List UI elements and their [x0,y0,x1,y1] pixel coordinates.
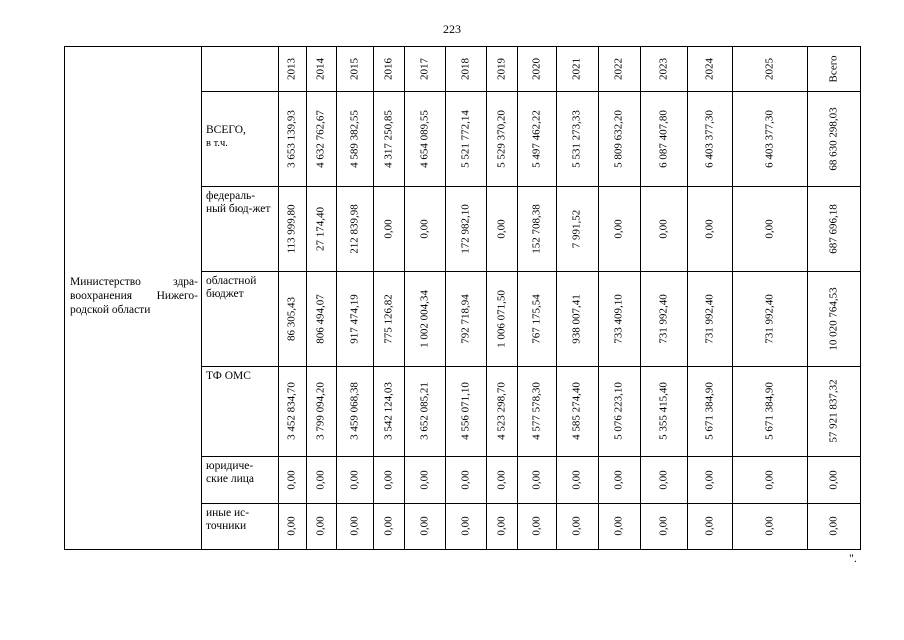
row-label [206,275,274,301]
table-border-left [64,46,65,549]
cell-value: 0,00 [763,516,775,536]
cell-value: 3 452 834,70 [285,382,298,440]
cell-value: 172 982,10 [459,203,471,254]
cell-value: 731 992,40 [657,293,669,344]
row-label-text: иные ис-точники [206,507,250,532]
year-header-2018: 2018 [459,57,471,80]
cell-value: 5 529 370,20 [495,109,507,168]
organization-name: Министерство здра-воохранения Нижего-родской области [70,276,198,316]
cell-value: 0,00 [530,516,542,536]
cell-value: 27 174,40 [314,206,327,251]
year-header-2024: 2024 [703,57,715,80]
year-header-2014: 2014 [314,57,327,80]
year-header-2016: 2016 [382,57,394,80]
year-header-2022: 2022 [612,57,625,80]
cell-value: 0,00 [763,218,775,239]
cell-value: 0,00 [612,218,625,239]
year-header-2023: 2023 [657,57,669,80]
column-divider [517,46,518,549]
cell-value: 0,00 [382,218,394,239]
cell-value: 4 317 250,85 [382,109,394,168]
table-border-top [64,46,860,47]
row-divider [201,186,860,187]
row-divider [201,271,860,272]
cell-value: 0,00 [612,516,625,536]
cell-value: 0,00 [459,516,471,536]
cell-value: 3 459 068,38 [348,382,360,440]
row-label-text: ВСЕГО, [206,124,246,136]
cell-value: 4 523 298,70 [495,382,507,440]
column-divider [598,46,599,549]
cell-value: 4 632 762,67 [314,109,327,168]
cell-value: 0,00 [657,516,669,536]
column-divider [373,46,374,549]
cell-value: 4 556 071,10 [459,382,471,440]
cell-value: 0,00 [314,469,327,490]
cell-value: 3 652 085,21 [418,382,430,440]
column-divider [556,46,557,549]
cell-value: 806 494,07 [314,293,327,344]
cell-value: 0,00 [703,469,715,490]
cell-value: 6 403 377,30 [703,109,715,168]
row-label [206,370,274,383]
row-label-text: ТФ ОМС [206,370,251,382]
cell-value: 731 992,40 [763,293,775,344]
cell-value: 0,00 [382,469,394,490]
cell-value: 0,00 [495,469,507,490]
row-divider [201,456,860,457]
column-divider [640,46,641,549]
cell-value: 731 992,40 [703,293,715,344]
column-divider [306,46,307,549]
cell-value: 0,00 [348,469,360,490]
cell-total: 57 921 837,32 [827,379,839,443]
year-header-2019: 2019 [495,57,507,80]
year-header-2025: 2025 [763,57,775,80]
cell-value: 0,00 [570,516,583,536]
row-label [206,460,274,486]
cell-value: 0,00 [495,516,507,536]
cell-value: 6 403 377,30 [763,109,775,168]
cell-value: 0,00 [382,516,394,536]
row-divider [201,503,860,504]
cell-value: 0,00 [418,469,430,490]
cell-value: 767 175,54 [530,293,542,344]
cell-value: 1 006 071,50 [495,289,507,348]
cell-value: 152 708,38 [530,203,542,254]
row-label [206,190,274,216]
cell-total: 0,00 [827,469,839,490]
year-header-2020: 2020 [530,57,542,80]
cell-value: 4 589 382,55 [348,109,360,168]
cell-value: 3 542 124,03 [382,382,394,440]
table-border-bottom [64,549,861,550]
row-label [206,507,274,533]
cell-value: 5 671 384,90 [763,382,775,440]
cell-value: 1 002 004,34 [418,289,430,348]
row-label [206,124,274,150]
column-divider [445,46,446,549]
cell-value: 6 087 407,80 [657,109,669,168]
cell-value: 0,00 [495,218,507,239]
cell-value: 775 126,82 [382,293,394,344]
cell-value: 7 991,52 [570,209,583,248]
cell-value: 917 474,19 [348,293,360,344]
cell-value: 733 409,10 [612,293,625,344]
row-divider [201,366,860,367]
cell-value: 0,00 [285,516,298,536]
cell-value: 4 577 578,30 [530,382,542,440]
year-header-2015: 2015 [348,57,360,80]
table-border-right [860,46,861,549]
cell-value: 5 076 223,10 [612,382,625,440]
cell-value: 0,00 [348,516,360,536]
cell-value: 0,00 [703,218,715,239]
cell-value: 5 671 384,90 [703,382,715,440]
cell-value: 86 305,43 [285,296,298,341]
cell-value: 0,00 [418,218,430,239]
cell-value: 3 653 139,93 [285,109,298,168]
column-divider [336,46,337,549]
cell-value: 5 521 772,14 [459,109,471,168]
cell-value: 938 007,41 [570,293,583,344]
cell-value: 4 585 274,40 [570,382,583,440]
column-divider [486,46,487,549]
row-divider [201,91,860,92]
year-header-2013: 2013 [285,57,298,80]
column-divider [807,46,808,549]
cell-value: 0,00 [612,469,625,490]
row-label-text: юридиче-ские лица [206,460,254,485]
year-header-2021: 2021 [570,57,583,80]
cell-value: 5 531 273,33 [570,109,583,168]
cell-value: 5 809 632,20 [612,109,625,168]
cell-value: 0,00 [418,516,430,536]
cell-total: 10 020 764,53 [827,286,839,351]
column-divider [404,46,405,549]
cell-total: 687 696,18 [827,203,839,254]
cell-value: 5 497 462,22 [530,109,542,168]
row-label-text: областной бюджет [206,275,257,300]
cell-value: 0,00 [657,469,669,490]
cell-value: 0,00 [459,469,471,490]
cell-value: 5 355 415,40 [657,382,669,440]
row-sublabel-text: в т.ч. [206,138,228,149]
cell-value: 113 999,80 [285,203,298,254]
column-divider [201,46,202,549]
cell-value: 792 718,94 [459,293,471,344]
cell-total: 68 630 298,03 [827,106,839,171]
cell-value: 0,00 [530,469,542,490]
cell-value: 0,00 [285,469,298,490]
cell-value: 0,00 [570,469,583,490]
closing-quote-mark: ". [849,551,857,565]
column-divider [732,46,733,549]
page-number: 223 [443,22,461,36]
row-label-text: федераль-ный бюд-жет [206,190,271,215]
cell-value: 3 799 094,20 [314,382,327,440]
cell-value: 4 654 089,55 [418,109,430,168]
cell-value: 0,00 [763,469,775,490]
cell-value: 0,00 [314,516,327,536]
cell-total: 0,00 [827,516,839,536]
cell-value: 0,00 [703,516,715,536]
cell-value: 0,00 [657,218,669,239]
cell-value: 212 839,98 [348,203,360,254]
year-header-2017: 2017 [418,57,430,80]
column-divider [278,46,279,549]
column-divider [687,46,688,549]
total-header: Всего [827,55,839,82]
